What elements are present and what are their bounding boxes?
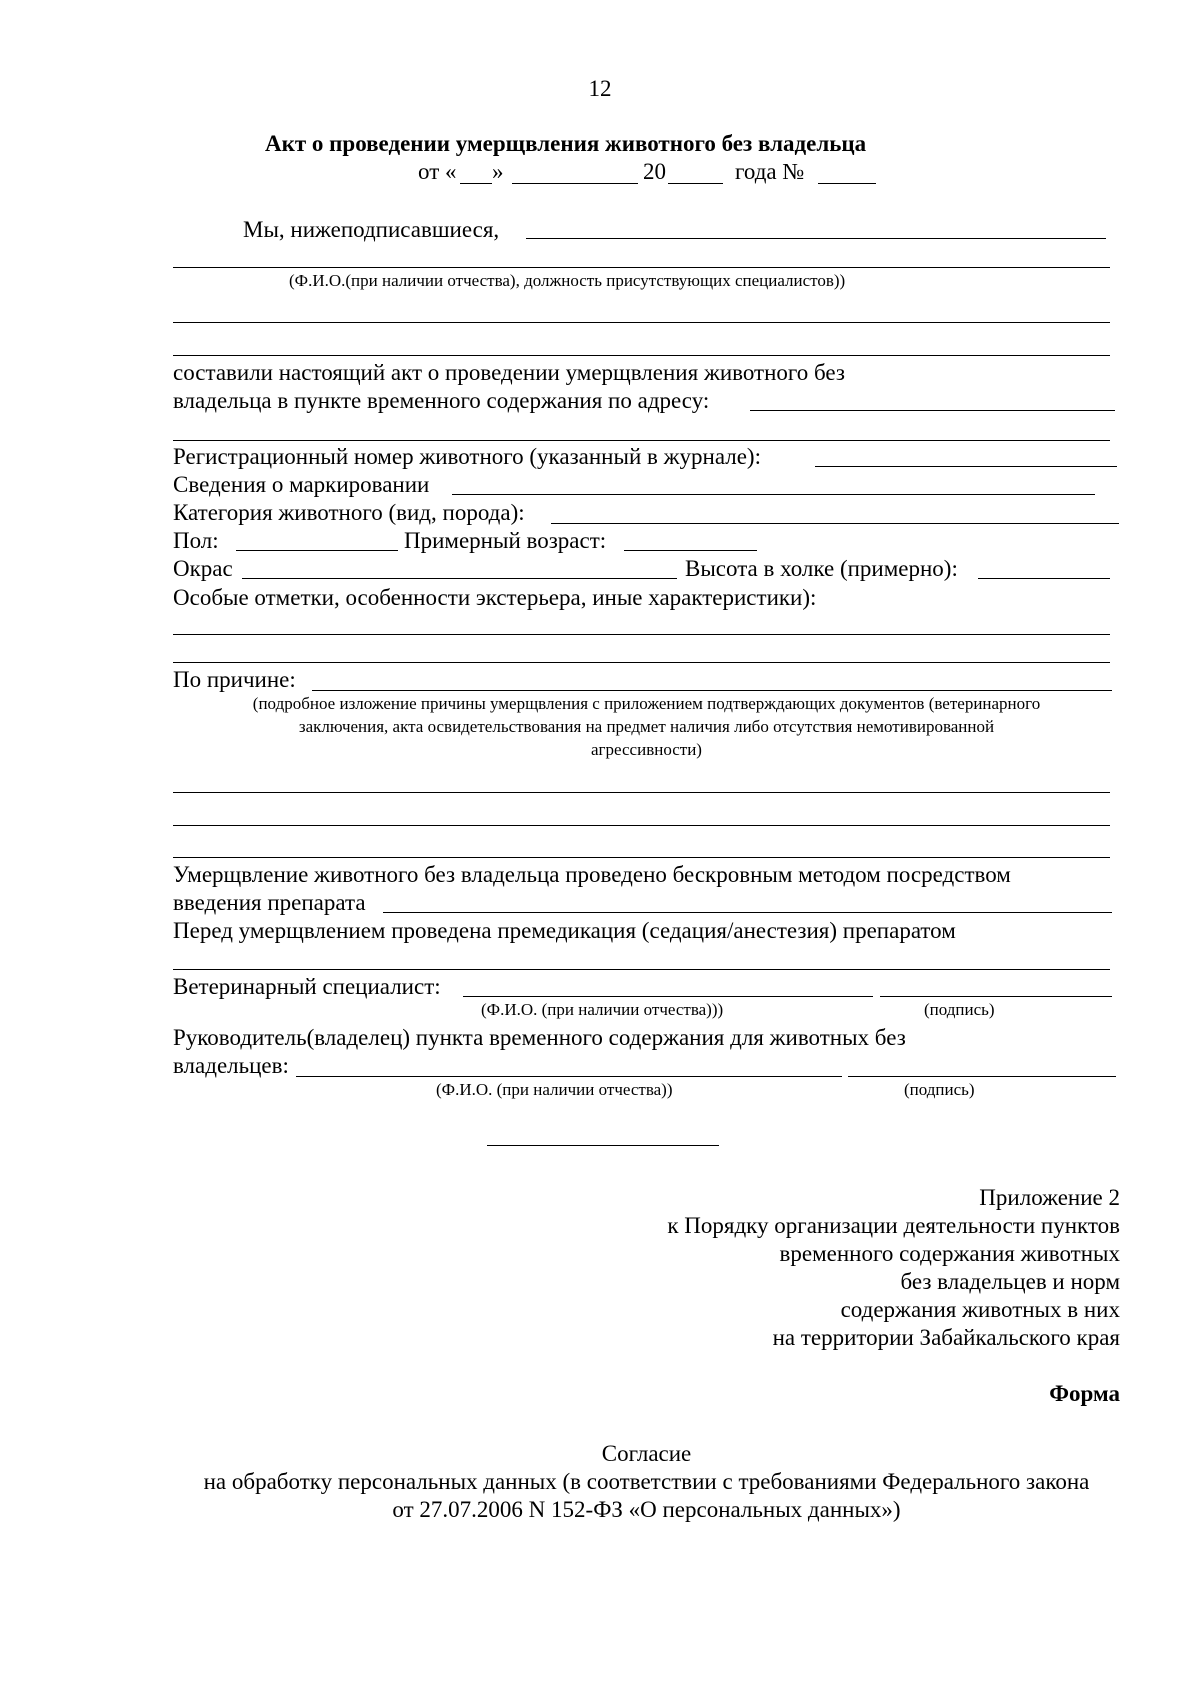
- date-suffix: года №: [735, 159, 805, 184]
- composed-text-line1: составили настоящий акт о проведении умерщвления животного без: [173, 360, 845, 385]
- date-close: »: [492, 159, 504, 184]
- appendix-line6: на территории Забайкальского края: [772, 1325, 1120, 1350]
- sex-field[interactable]: [236, 550, 398, 551]
- reason-hint-line2: заключения, акта освидетельствования на предмет наличия либо отсутствия немотивированной: [298, 717, 995, 736]
- head-label-line1: Руководитель(владелец) пункта временного содержания для животных без: [173, 1025, 906, 1050]
- address-field-line2[interactable]: [173, 440, 1110, 441]
- reason-label: По причине:: [173, 667, 296, 692]
- address-field[interactable]: [750, 410, 1115, 411]
- marking-field[interactable]: [452, 494, 1095, 495]
- marking-label: Сведения о маркировании: [173, 472, 430, 497]
- head-name-hint: (Ф.И.О. (при наличии отчества)): [436, 1080, 673, 1099]
- reason-field[interactable]: [312, 690, 1112, 691]
- special-marks-field[interactable]: [173, 634, 1110, 635]
- color-label: Окрас: [173, 556, 233, 581]
- reason-field-line3[interactable]: [173, 825, 1110, 826]
- date-day-field[interactable]: [460, 183, 492, 184]
- date-month-field[interactable]: [512, 183, 638, 184]
- special-marks-label: Особые отметки, особенности экстерьера, иные характеристики):: [173, 585, 817, 610]
- vet-signature-hint: (подпись): [924, 1000, 995, 1019]
- address-label: владельца в пункте временного содержания по адресу:: [173, 388, 710, 413]
- date-year-field[interactable]: [668, 183, 723, 184]
- sex-label: Пол:: [173, 528, 219, 553]
- form-label: Форма: [1049, 1381, 1120, 1406]
- category-field[interactable]: [551, 523, 1119, 524]
- reg-number-field[interactable]: [815, 466, 1117, 467]
- signers-hint: (Ф.И.О.(при наличии отчества), должность присутствующих специалистов)): [289, 271, 846, 290]
- vet-label: Ветеринарный специалист:: [173, 974, 441, 999]
- appendix-line4: без владельцев и норм: [900, 1269, 1120, 1294]
- reason-field-line2[interactable]: [173, 792, 1110, 793]
- signers-field-line3[interactable]: [173, 322, 1110, 323]
- age-label: Примерный возраст:: [404, 528, 607, 553]
- reason-hint-line1: (подробное изложение причины умерщвления с приложением подтверждающих документов (ветеринарного: [252, 694, 1041, 713]
- head-signature-field[interactable]: [848, 1076, 1116, 1077]
- signers-field-line4[interactable]: [173, 355, 1110, 356]
- signers-label: Мы, нижеподписавшиеся,: [243, 217, 500, 242]
- method-text-line1: Умерщвление животного без владельца проведено бескровным методом посредством: [173, 862, 1011, 887]
- act-number-field[interactable]: [818, 183, 876, 184]
- height-label: Высота в холке (примерно):: [685, 556, 958, 581]
- appendix-line2: к Порядку организации деятельности пунктов: [667, 1213, 1120, 1238]
- drug-field[interactable]: [383, 912, 1112, 913]
- head-signature-hint: (подпись): [904, 1080, 975, 1099]
- act-title: Акт о проведении умерщвления животного без владельца: [265, 131, 867, 156]
- consent-line2: от 27.07.2006 N 152-ФЗ «О персональных данных»): [392, 1497, 901, 1522]
- appendix-line5: содержания животных в них: [840, 1297, 1120, 1322]
- age-field[interactable]: [624, 550, 757, 551]
- date-prefix: от «: [418, 159, 457, 184]
- height-field[interactable]: [978, 578, 1110, 579]
- section-separator: [487, 1145, 719, 1146]
- premedication-label: Перед умерщвлением проведена премедикация (седация/анестезия) препаратом: [173, 918, 956, 943]
- special-marks-field-line2[interactable]: [173, 662, 1110, 663]
- category-label: Категория животного (вид, порода):: [173, 500, 525, 525]
- signers-field-line2[interactable]: [173, 267, 1110, 268]
- vet-signature-field[interactable]: [880, 996, 1112, 997]
- head-label-line2: владельцев:: [173, 1053, 289, 1078]
- appendix-line3: временного содержания животных: [779, 1241, 1120, 1266]
- reason-field-line4[interactable]: [173, 857, 1110, 858]
- signers-field[interactable]: [526, 238, 1106, 239]
- page-number: 12: [588, 76, 612, 101]
- appendix-line1: Приложение 2: [979, 1185, 1120, 1210]
- color-field[interactable]: [242, 578, 677, 579]
- head-name-field[interactable]: [296, 1076, 842, 1077]
- consent-title: Согласие: [601, 1441, 692, 1466]
- vet-name-field[interactable]: [463, 996, 873, 997]
- date-year-prefix: 20: [643, 159, 666, 184]
- reg-number-label: Регистрационный номер животного (указанный в журнале):: [173, 444, 761, 469]
- drug-label: введения препарата: [173, 890, 366, 915]
- premedication-field[interactable]: [173, 969, 1110, 970]
- consent-line1: на обработку персональных данных (в соответствии с требованиями Федерального закона: [203, 1469, 1090, 1494]
- reason-hint-line3: агрессивности): [591, 740, 702, 759]
- vet-name-hint: (Ф.И.О. (при наличии отчества))): [481, 1000, 724, 1019]
